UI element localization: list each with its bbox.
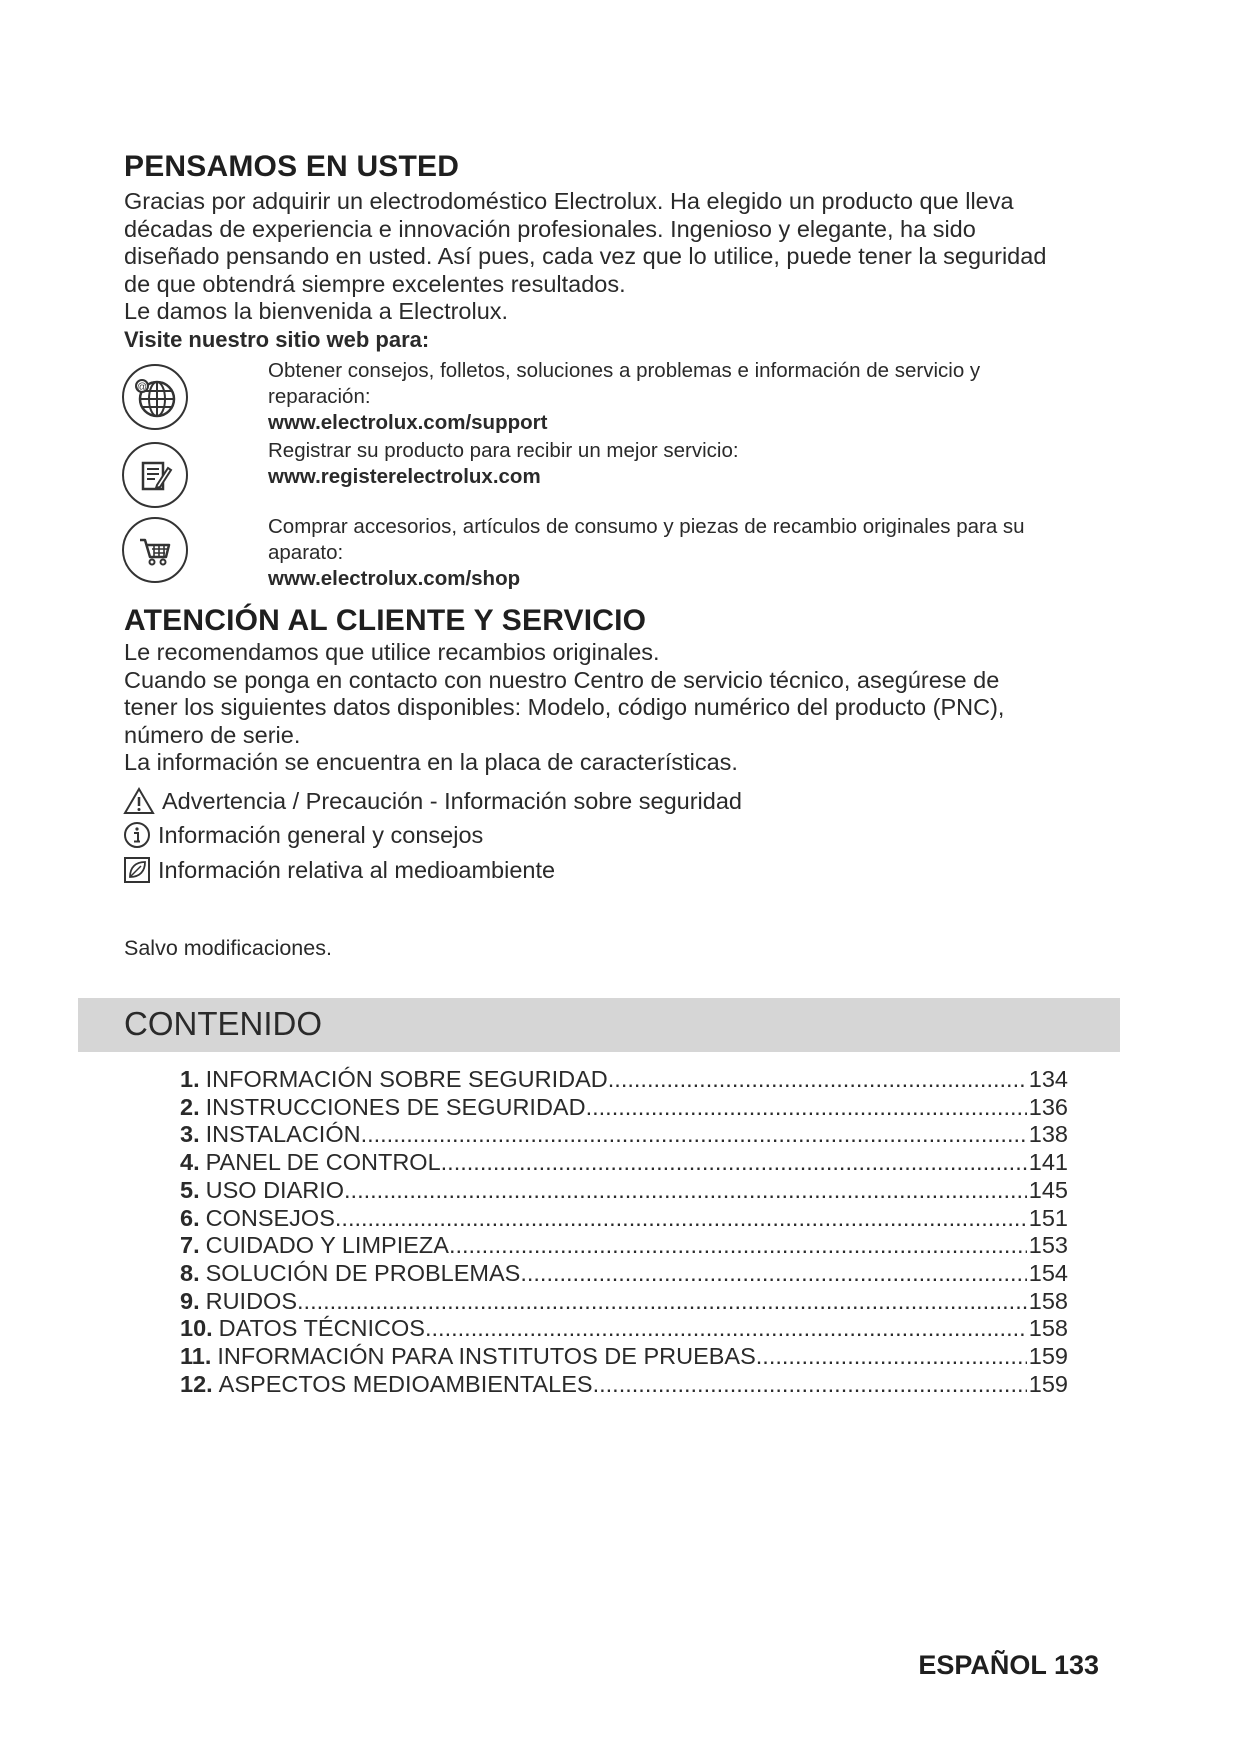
care-line: tener los siguientes datos disponibles: Modelo, código numérico del producto (PNC), [124,694,1005,720]
toc-item[interactable] [180,1149,1068,1177]
toc-item-label: SOLUCIÓN DE PROBLEMAS [205,1259,521,1286]
toc-item-number: 5. [180,1176,200,1203]
care-line: Le recomendamos que utilice recambios originales. [124,639,660,665]
toc-item[interactable] [180,1094,1068,1122]
intro-paragraph [124,188,1124,353]
section-title-customer-care: ATENCIÓN AL CLIENTE Y SERVICIO [124,604,647,637]
toc-item-page: 159 [1028,1370,1068,1397]
warning-icon [122,786,156,816]
toc-leader-dots [593,1371,1027,1399]
toc-item-label: INSTRUCCIONES DE SEGURIDAD [205,1093,586,1120]
toc-leader-dots [441,1149,1027,1177]
toc-item[interactable] [180,1066,1068,1094]
toc-item[interactable] [180,1177,1068,1205]
toc-item[interactable] [180,1315,1068,1343]
toc-leader-dots [425,1315,1027,1343]
toc-item-label: DATOS TÉCNICOS [218,1315,425,1342]
toc-leader-dots [449,1232,1027,1260]
toc-item-page: 151 [1028,1204,1068,1231]
visit-website-label: Visite nuestro sitio web para: [124,326,430,352]
intro-line: décadas de experiencia e innovación profesionales. Ingenioso y elegante, ha sido [124,215,976,242]
toc-item-label: USO DIARIO [205,1176,345,1203]
toc-item-number: 11. [180,1343,212,1370]
toc-item-page: 158 [1028,1315,1068,1342]
section-title-thinking-of-you: PENSAMOS EN USTED [124,150,460,183]
svg-text:@: @ [136,382,148,393]
toc-item-number: 7. [180,1232,200,1259]
toc-leader-dots [361,1121,1027,1149]
toc-item-page: 158 [1028,1287,1068,1314]
web-item-support [268,358,1118,436]
toc-item-page: 138 [1028,1121,1068,1148]
legend-info [122,820,483,850]
toc-item-number: 12. [180,1370,213,1397]
page-footer [918,1650,1099,1681]
web-item-text: Registrar su producto para recibir un mejor servicio: [268,439,739,462]
toc-item-label: ASPECTOS MEDIOAMBIENTALES [218,1370,593,1397]
web-item-text: aparato: [268,541,344,564]
intro-line: Gracias por adquirir un electrodoméstico Electrolux. Ha elegido un producto que lleva [124,188,1014,214]
toc-item-number: 4. [180,1149,200,1176]
register-icon [122,442,188,508]
footer-language: ESPAÑOL [918,1650,1047,1680]
toc-leader-dots [608,1066,1027,1094]
toc-item-page: 134 [1028,1066,1068,1092]
toc-item-page: 145 [1028,1176,1068,1203]
web-item-register [268,438,1118,490]
toc-item[interactable] [180,1371,1068,1399]
legend-info-text: Información general y consejos [158,821,484,848]
toc-item-label: CONSEJOS [205,1204,335,1231]
intro-line: Le damos la bienvenida a Electrolux. [124,298,509,324]
toc-item-number: 9. [180,1287,200,1314]
toc-item-label: RUIDOS [205,1287,298,1314]
toc-leader-dots [586,1094,1027,1122]
web-item-text: Obtener consejos, folletos, soluciones a problemas e información de servicio y [268,359,981,382]
contents-title: CONTENIDO [124,1005,322,1042]
toc-item-page: 136 [1028,1093,1068,1120]
subject-to-change-note: Salvo modificaciones. [124,936,332,960]
toc-item[interactable] [180,1232,1068,1260]
customer-care-paragraph [124,639,1124,777]
intro-line: de que obtendrá siempre excelentes resultados. [124,270,626,297]
toc-item-number: 6. [180,1204,200,1231]
shopping-cart-icon [122,517,188,583]
toc-leader-dots [344,1177,1027,1205]
info-icon [122,820,152,850]
toc-item-number: 1. [180,1066,200,1092]
toc-item-label: PANEL DE CONTROL [205,1149,441,1176]
web-item-text: reparación: [268,385,371,408]
toc-item[interactable] [180,1205,1068,1233]
toc-item-number: 10. [180,1315,213,1342]
care-line: número de serie. [124,721,301,748]
toc-item-page: 141 [1028,1149,1068,1176]
footer-page-number: 133 [1053,1650,1099,1680]
toc-item[interactable] [180,1260,1068,1288]
support-link[interactable]: www.electrolux.com/support [268,411,548,434]
legend-environment-text: Información relativa al medioambiente [158,856,556,883]
toc-item-page: 154 [1028,1259,1068,1286]
toc-leader-dots [335,1205,1027,1233]
toc-item[interactable] [180,1343,1068,1371]
toc-item-number: 3. [180,1121,200,1148]
web-item-text: Comprar accesorios, artículos de consumo y piezas de recambio originales para su [268,515,1025,538]
toc-item-number: 2. [180,1093,200,1120]
toc-item-page: 159 [1028,1343,1068,1370]
toc-leader-dots [520,1260,1026,1288]
legend-warning-text: Advertencia / Precaución - Información sobre seguridad [162,787,742,814]
globe-icon [122,364,188,430]
toc-leader-dots [756,1343,1027,1371]
toc-leader-dots [297,1288,1027,1316]
care-line: Cuando se ponga en contacto con nuestro Centro de servicio técnico, asegúrese de [124,666,1000,693]
toc-item-label: INFORMACIÓN SOBRE SEGURIDAD [205,1066,608,1092]
toc-item-number: 8. [180,1259,200,1286]
intro-line: diseñado pensando en usted. Así pues, cada vez que lo utilice, puede tener la seguridad [124,243,1047,269]
shop-link[interactable]: www.electrolux.com/shop [268,567,521,590]
toc-item[interactable] [180,1121,1068,1149]
toc-item-page: 153 [1028,1232,1068,1259]
legend-environment [122,855,555,885]
environment-icon [122,855,152,885]
toc-item-label: CUIDADO Y LIMPIEZA [205,1232,449,1259]
register-link[interactable]: www.registerelectrolux.com [268,465,541,488]
table-of-contents [180,1066,1068,1398]
toc-item[interactable] [180,1288,1068,1316]
care-line: La información se encuentra en la placa de características. [124,749,738,775]
legend-warning [122,786,742,816]
web-item-shop [268,514,1118,592]
toc-item-label: INFORMACIÓN PARA INSTITUTOS DE PRUEBAS [217,1343,756,1370]
toc-item-label: INSTALACIÓN [205,1121,361,1148]
